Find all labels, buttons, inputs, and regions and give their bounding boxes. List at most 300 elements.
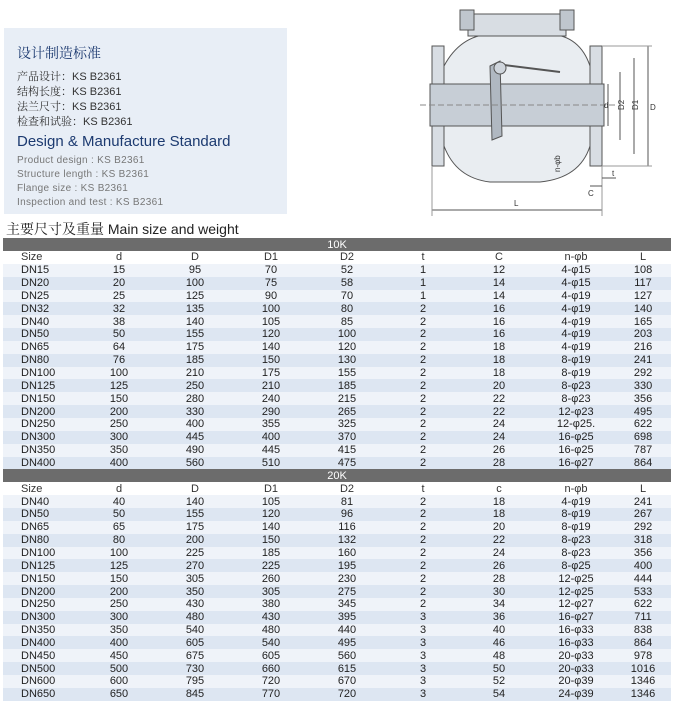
table-cell: 8-φ23 (537, 392, 615, 405)
table-row (3, 624, 671, 637)
size-weight-table (3, 238, 671, 701)
table-cell: DN450 (3, 649, 81, 662)
table-cell: 540 (157, 624, 233, 637)
table-cell: 48 (461, 649, 537, 662)
table-cell: 605 (233, 649, 309, 662)
column-header: n-φb (537, 251, 615, 264)
table-cell: 210 (157, 367, 233, 380)
table-cell: 150 (233, 534, 309, 547)
table-cell: 4-φ19 (537, 341, 615, 354)
table-cell: 325 (309, 418, 385, 431)
table-cell: 20 (461, 521, 537, 534)
bonnet-bolt (460, 10, 474, 30)
table-cell: 250 (81, 418, 157, 431)
table-row (3, 611, 671, 624)
table-cell: 95 (157, 264, 233, 277)
table-cell: 838 (615, 624, 671, 637)
table-cell: 430 (233, 611, 309, 624)
table-cell: 560 (157, 457, 233, 470)
table-cell: 2 (385, 379, 461, 392)
table-cell: 1 (385, 277, 461, 290)
table-cell: DN650 (3, 688, 81, 701)
table-cell: 4-φ15 (537, 264, 615, 277)
column-header: t (385, 251, 461, 264)
column-header: d (81, 251, 157, 264)
table-cell: 150 (81, 392, 157, 405)
dim-label-n-phi-b: n-φb (553, 155, 562, 172)
table-cell: 76 (81, 354, 157, 367)
table-cell: 2 (385, 534, 461, 547)
column-header: Size (3, 251, 81, 264)
dim-label-D2: D2 (617, 99, 626, 110)
table-cell: 2 (385, 508, 461, 521)
standard-line-cn: 检查和试验：KS B2361 (17, 116, 133, 128)
table-cell: 165 (615, 315, 671, 328)
table-cell: DN125 (3, 559, 81, 572)
table-cell: 12 (461, 264, 537, 277)
table-row (3, 547, 671, 560)
table-cell: 698 (615, 431, 671, 444)
standard-title-en: Design & Manufacture Standard (17, 133, 231, 150)
table-cell: 3 (385, 636, 461, 649)
pressure-class-band (3, 238, 671, 251)
table-cell: 210 (233, 379, 309, 392)
table-cell: 495 (309, 636, 385, 649)
table-cell: DN500 (3, 662, 81, 675)
table-cell: 350 (157, 585, 233, 598)
table-cell: 120 (233, 328, 309, 341)
table-cell: 52 (461, 675, 537, 688)
table-cell: 445 (157, 431, 233, 444)
table-cell: 480 (233, 624, 309, 637)
table-cell: DN400 (3, 636, 81, 649)
table-cell: 475 (309, 457, 385, 470)
table-cell: 18 (461, 367, 537, 380)
table-cell: 200 (157, 534, 233, 547)
table-cell: 8-φ25 (537, 559, 615, 572)
table-cell: DN50 (3, 328, 81, 341)
table-cell: 4-φ19 (537, 315, 615, 328)
table-cell: DN40 (3, 495, 81, 508)
table-cell: DN32 (3, 302, 81, 315)
table-cell: 415 (309, 444, 385, 457)
table-cell: 16-φ33 (537, 624, 615, 637)
table-cell: 270 (157, 559, 233, 572)
table-row (3, 598, 671, 611)
table-cell: 395 (309, 611, 385, 624)
table-row (3, 508, 671, 521)
table-cell: 305 (233, 585, 309, 598)
table-row (3, 444, 671, 457)
table-cell: 2 (385, 418, 461, 431)
table-cell: 100 (81, 367, 157, 380)
table-cell: 40 (461, 624, 537, 637)
table-cell: DN200 (3, 405, 81, 418)
column-header: D2 (309, 251, 385, 264)
table-cell: 130 (309, 354, 385, 367)
table-cell: 30 (461, 585, 537, 598)
table-cell: 140 (233, 521, 309, 534)
table-cell: 720 (233, 675, 309, 688)
table-row (3, 392, 671, 405)
table-row (3, 264, 671, 277)
table-cell: 787 (615, 444, 671, 457)
table-cell: 305 (157, 572, 233, 585)
table-cell: 36 (461, 611, 537, 624)
table-cell: 400 (615, 559, 671, 572)
table-cell: DN250 (3, 598, 81, 611)
table-cell: 605 (157, 636, 233, 649)
table-cell: 8-φ19 (537, 521, 615, 534)
column-header: t (385, 482, 461, 495)
column-header: d (81, 482, 157, 495)
table-cell: 490 (157, 444, 233, 457)
table-cell: 155 (309, 367, 385, 380)
column-header: L (615, 251, 671, 264)
table-row (3, 495, 671, 508)
table-cell: 18 (461, 508, 537, 521)
table-cell: 216 (615, 341, 671, 354)
table-cell: 24 (461, 547, 537, 560)
table-cell: 670 (309, 675, 385, 688)
table-cell: 96 (309, 508, 385, 521)
table-cell: 18 (461, 354, 537, 367)
table-cell: 28 (461, 457, 537, 470)
standard-line-en: Product design : KS B2361 (17, 155, 145, 166)
column-header: Size (3, 482, 81, 495)
table-cell: 2 (385, 367, 461, 380)
table-cell: 3 (385, 649, 461, 662)
table-cell: 3 (385, 662, 461, 675)
table-cell: 185 (157, 354, 233, 367)
table-cell: 400 (157, 418, 233, 431)
column-header: C (461, 251, 537, 264)
table-row (3, 572, 671, 585)
table-title: 主要尺寸及重量 Main size and weight (6, 221, 239, 237)
table-cell: 2 (385, 572, 461, 585)
table-cell: 4-φ19 (537, 328, 615, 341)
table-cell: 16 (461, 315, 537, 328)
table-cell: 2 (385, 559, 461, 572)
table-cell: 80 (81, 534, 157, 547)
column-header: L (615, 482, 671, 495)
table-cell: 290 (233, 405, 309, 418)
table-cell: 175 (233, 367, 309, 380)
table-cell: 711 (615, 611, 671, 624)
table-cell: 125 (157, 290, 233, 303)
table-cell: 265 (309, 405, 385, 418)
table-cell: DN300 (3, 431, 81, 444)
table-cell: 38 (81, 315, 157, 328)
table-cell: 8-φ19 (537, 367, 615, 380)
table-cell: DN150 (3, 392, 81, 405)
table-cell: 318 (615, 534, 671, 547)
table-cell: 241 (615, 354, 671, 367)
table-cell: 135 (157, 302, 233, 315)
pressure-class-label: 20K (3, 469, 671, 482)
table-cell: 24-φ39 (537, 688, 615, 701)
table-cell: 26 (461, 559, 537, 572)
table-cell: 12-φ25. (537, 418, 615, 431)
table-cell: 150 (81, 572, 157, 585)
table-cell: 2 (385, 521, 461, 534)
table-cell: 430 (157, 598, 233, 611)
table-cell: 18 (461, 495, 537, 508)
table-cell: 54 (461, 688, 537, 701)
table-cell: 24 (461, 431, 537, 444)
table-cell: 795 (157, 675, 233, 688)
table-cell: 32 (81, 302, 157, 315)
table-cell: 22 (461, 405, 537, 418)
column-header-row (3, 482, 671, 495)
dim-label-D1: D1 (631, 99, 640, 110)
table-cell: 18 (461, 341, 537, 354)
table-row (3, 649, 671, 662)
table-row (3, 328, 671, 341)
table-cell: 4-φ19 (537, 290, 615, 303)
table-cell: 622 (615, 598, 671, 611)
standard-line-en: Structure length : KS B2361 (17, 169, 150, 180)
table-row (3, 418, 671, 431)
table-cell: 50 (81, 328, 157, 341)
table-cell: 175 (157, 341, 233, 354)
table-cell: 100 (81, 547, 157, 560)
table-cell: DN15 (3, 264, 81, 277)
table-cell: 300 (81, 611, 157, 624)
table-row (3, 315, 671, 328)
column-header-row (3, 251, 671, 264)
dim-label-C: C (588, 189, 594, 198)
table-cell: 215 (309, 392, 385, 405)
table-cell: 12-φ25 (537, 585, 615, 598)
dim-label-d: d (604, 101, 609, 110)
table-cell: 100 (233, 302, 309, 315)
standard-line-cn: 产品设计：KS B2361 (17, 71, 122, 83)
table-row (3, 534, 671, 547)
table-cell: 292 (615, 367, 671, 380)
table-cell: DN200 (3, 585, 81, 598)
table-cell: 58 (309, 277, 385, 290)
table-cell: 16-φ25 (537, 444, 615, 457)
table-cell: 20-φ33 (537, 649, 615, 662)
table-cell: DN350 (3, 624, 81, 637)
table-cell: 720 (309, 688, 385, 701)
table-cell: DN80 (3, 534, 81, 547)
hinge-pin (494, 62, 506, 74)
table-cell: 615 (309, 662, 385, 675)
table-cell: 230 (309, 572, 385, 585)
table-cell: 300 (81, 431, 157, 444)
table-cell: 120 (233, 508, 309, 521)
table-cell: 175 (157, 521, 233, 534)
table-cell: 4-φ19 (537, 495, 615, 508)
table-cell: 16-φ27 (537, 611, 615, 624)
column-header: D (157, 482, 233, 495)
table-row (3, 379, 671, 392)
table-cell: 3 (385, 624, 461, 637)
table-cell: 80 (309, 302, 385, 315)
table-cell: 4-φ19 (537, 302, 615, 315)
table-cell: 2 (385, 354, 461, 367)
table-cell: 105 (233, 315, 309, 328)
table-cell: 155 (157, 328, 233, 341)
table-cell: 1016 (615, 662, 671, 675)
table-cell: 356 (615, 547, 671, 560)
table-cell: DN65 (3, 341, 81, 354)
standard-line-cn: 法兰尺寸：KS B2361 (17, 101, 122, 113)
table-cell: 241 (615, 495, 671, 508)
table-cell: 864 (615, 457, 671, 470)
table-cell: 100 (157, 277, 233, 290)
dim-label-D: D (650, 103, 656, 112)
table-cell: 105 (233, 495, 309, 508)
table-cell: 200 (81, 585, 157, 598)
table-cell: 267 (615, 508, 671, 521)
table-cell: 65 (81, 521, 157, 534)
table-cell: 330 (157, 405, 233, 418)
table-cell: 1 (385, 290, 461, 303)
table-cell: 2 (385, 444, 461, 457)
table-cell: 20 (461, 379, 537, 392)
table-cell: DN150 (3, 572, 81, 585)
table-cell: 195 (309, 559, 385, 572)
table-row (3, 457, 671, 470)
table-cell: 845 (157, 688, 233, 701)
table-cell: 25 (81, 290, 157, 303)
table-cell: 200 (81, 405, 157, 418)
column-header: n-φb (537, 482, 615, 495)
table-cell: 225 (233, 559, 309, 572)
table-cell: 24 (461, 418, 537, 431)
table-cell: 14 (461, 277, 537, 290)
table-cell: DN25 (3, 290, 81, 303)
table-cell: DN250 (3, 418, 81, 431)
table-cell: 510 (233, 457, 309, 470)
table-cell: 185 (233, 547, 309, 560)
table-cell: 155 (157, 508, 233, 521)
table-row (3, 277, 671, 290)
table-cell: 444 (615, 572, 671, 585)
table-cell: 292 (615, 521, 671, 534)
table-cell: 675 (157, 649, 233, 662)
table-cell: DN100 (3, 547, 81, 560)
table-cell: 14 (461, 290, 537, 303)
table-row (3, 367, 671, 380)
table-cell: 350 (81, 444, 157, 457)
table-cell: 2 (385, 341, 461, 354)
column-header: D (157, 251, 233, 264)
table-cell: 400 (81, 636, 157, 649)
table-cell: 140 (233, 341, 309, 354)
table-cell: 400 (233, 431, 309, 444)
table-cell: 125 (81, 379, 157, 392)
table-cell: 4-φ15 (537, 277, 615, 290)
table-row (3, 521, 671, 534)
table-cell: 350 (81, 624, 157, 637)
table-cell: 450 (81, 649, 157, 662)
table-cell: 140 (157, 495, 233, 508)
table-cell: 260 (233, 572, 309, 585)
table-cell: 52 (309, 264, 385, 277)
table-cell: DN400 (3, 457, 81, 470)
table-cell: DN350 (3, 444, 81, 457)
standard-title-cn: 设计制造标准 (17, 45, 101, 61)
table-cell: 20-φ39 (537, 675, 615, 688)
table-cell: 12-φ25 (537, 572, 615, 585)
table-row (3, 354, 671, 367)
table-cell: 20-φ33 (537, 662, 615, 675)
table-cell: 34 (461, 598, 537, 611)
table-cell: 250 (81, 598, 157, 611)
table-cell: 16-φ27 (537, 457, 615, 470)
table-cell: 46 (461, 636, 537, 649)
table-cell: 81 (309, 495, 385, 508)
table-cell: 16 (461, 302, 537, 315)
table-cell: 622 (615, 418, 671, 431)
standard-line-en: Inspection and test : KS B2361 (17, 197, 164, 208)
pressure-class-band (3, 469, 671, 482)
column-header: D2 (309, 482, 385, 495)
table-cell: 2 (385, 457, 461, 470)
table-cell: 140 (615, 302, 671, 315)
standard-line-en: Flange size : KS B2361 (17, 183, 129, 194)
table-cell: 730 (157, 662, 233, 675)
table-row (3, 675, 671, 688)
table-cell: 275 (309, 585, 385, 598)
table-row (3, 290, 671, 303)
table-cell: 70 (233, 264, 309, 277)
bonnet-bolt (560, 10, 574, 30)
table-cell: 8-φ23 (537, 379, 615, 392)
dim-label-L: L (514, 199, 519, 208)
table-cell: 16-φ25 (537, 431, 615, 444)
table-cell: DN40 (3, 315, 81, 328)
table-row (3, 405, 671, 418)
table-cell: 8-φ19 (537, 354, 615, 367)
table-cell: 40 (81, 495, 157, 508)
table-cell: 1346 (615, 688, 671, 701)
table-cell: 864 (615, 636, 671, 649)
table-cell: 480 (157, 611, 233, 624)
column-header: c (461, 482, 537, 495)
table-cell: 445 (233, 444, 309, 457)
table-cell: 3 (385, 675, 461, 688)
table-cell: 370 (309, 431, 385, 444)
table-cell: DN125 (3, 379, 81, 392)
table-cell: 75 (233, 277, 309, 290)
table-cell: DN65 (3, 521, 81, 534)
dim-label-t: t (612, 169, 615, 178)
table-cell: DN50 (3, 508, 81, 521)
table-cell: 2 (385, 405, 461, 418)
table-row (3, 585, 671, 598)
table-row (3, 662, 671, 675)
table-row (3, 559, 671, 572)
table-cell: DN100 (3, 367, 81, 380)
table-cell: 2 (385, 392, 461, 405)
table-cell: 125 (81, 559, 157, 572)
pressure-class-label: 10K (3, 238, 671, 251)
table-cell: 2 (385, 315, 461, 328)
standard-line-cn: 结构长度：KS B2361 (17, 86, 122, 98)
table-cell: 345 (309, 598, 385, 611)
column-header: D1 (233, 251, 309, 264)
table-cell: 12-φ23 (537, 405, 615, 418)
table-cell: 132 (309, 534, 385, 547)
bonnet (468, 14, 566, 36)
table-cell: 127 (615, 290, 671, 303)
table-row (3, 636, 671, 649)
